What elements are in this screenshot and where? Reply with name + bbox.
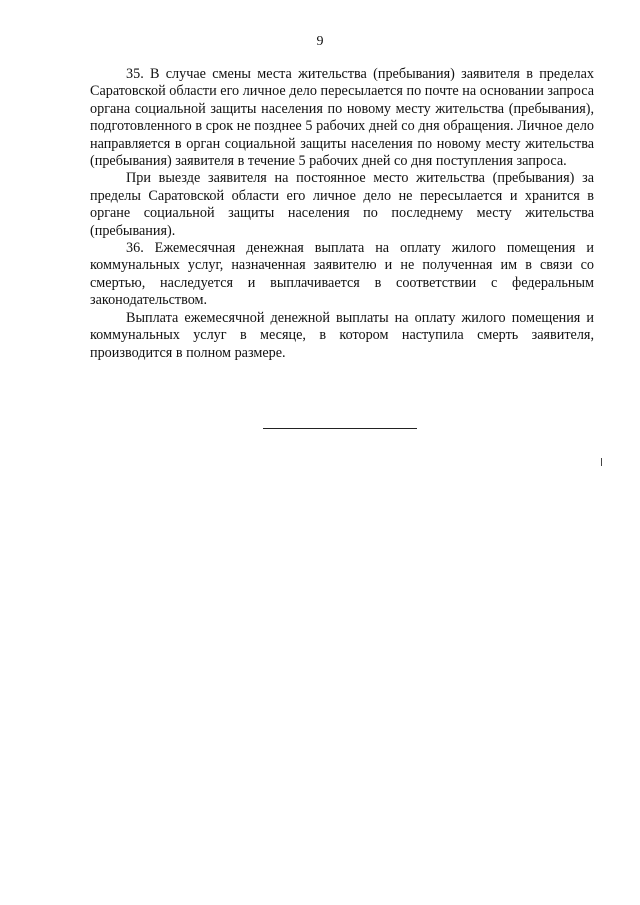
paragraph-35: 35. В случае смены места жительства (пребывания) заявителя в пределах Саратовской области его личное дело пересылается по почте на основании запроса органа социальной защиты населения по новому месту жительства (пребывания), подготовленного в срок не позднее 5 рабочих дней со дня обращения. Личное дело направляется в орган социальной защиты населения по новому месту жительства (пребывания) заявителя в течение 5 рабочих дней со дня поступления запроса.: [90, 66, 594, 170]
document-body: [90, 66, 594, 362]
page-number: 9: [316, 34, 324, 49]
paragraph-36: 36. Ежемесячная денежная выплата на оплату жилого помещения и коммунальных услуг, назначенная заявителю и не полученная им в связи со смертью, наследуется и выплачивается в соответствии с федеральным законодательством.: [90, 240, 594, 309]
paragraph-payment-month-of-death: Выплата ежемесячной денежной выплаты на оплату жилого помещения и коммунальных услуг в месяце, в котором наступила смерть заявителя, производится в полном размере.: [90, 309, 594, 361]
scan-artifact-mark: [601, 458, 602, 466]
paragraph-relocation-outside: При выезде заявителя на постоянное место жительства (пребывания) за пределы Саратовской области его личное дело не пересылается и хранится в органе социальной защиты населения по последнему месту жительства (пребывания).: [90, 170, 594, 239]
end-of-document-rule: [263, 428, 417, 429]
